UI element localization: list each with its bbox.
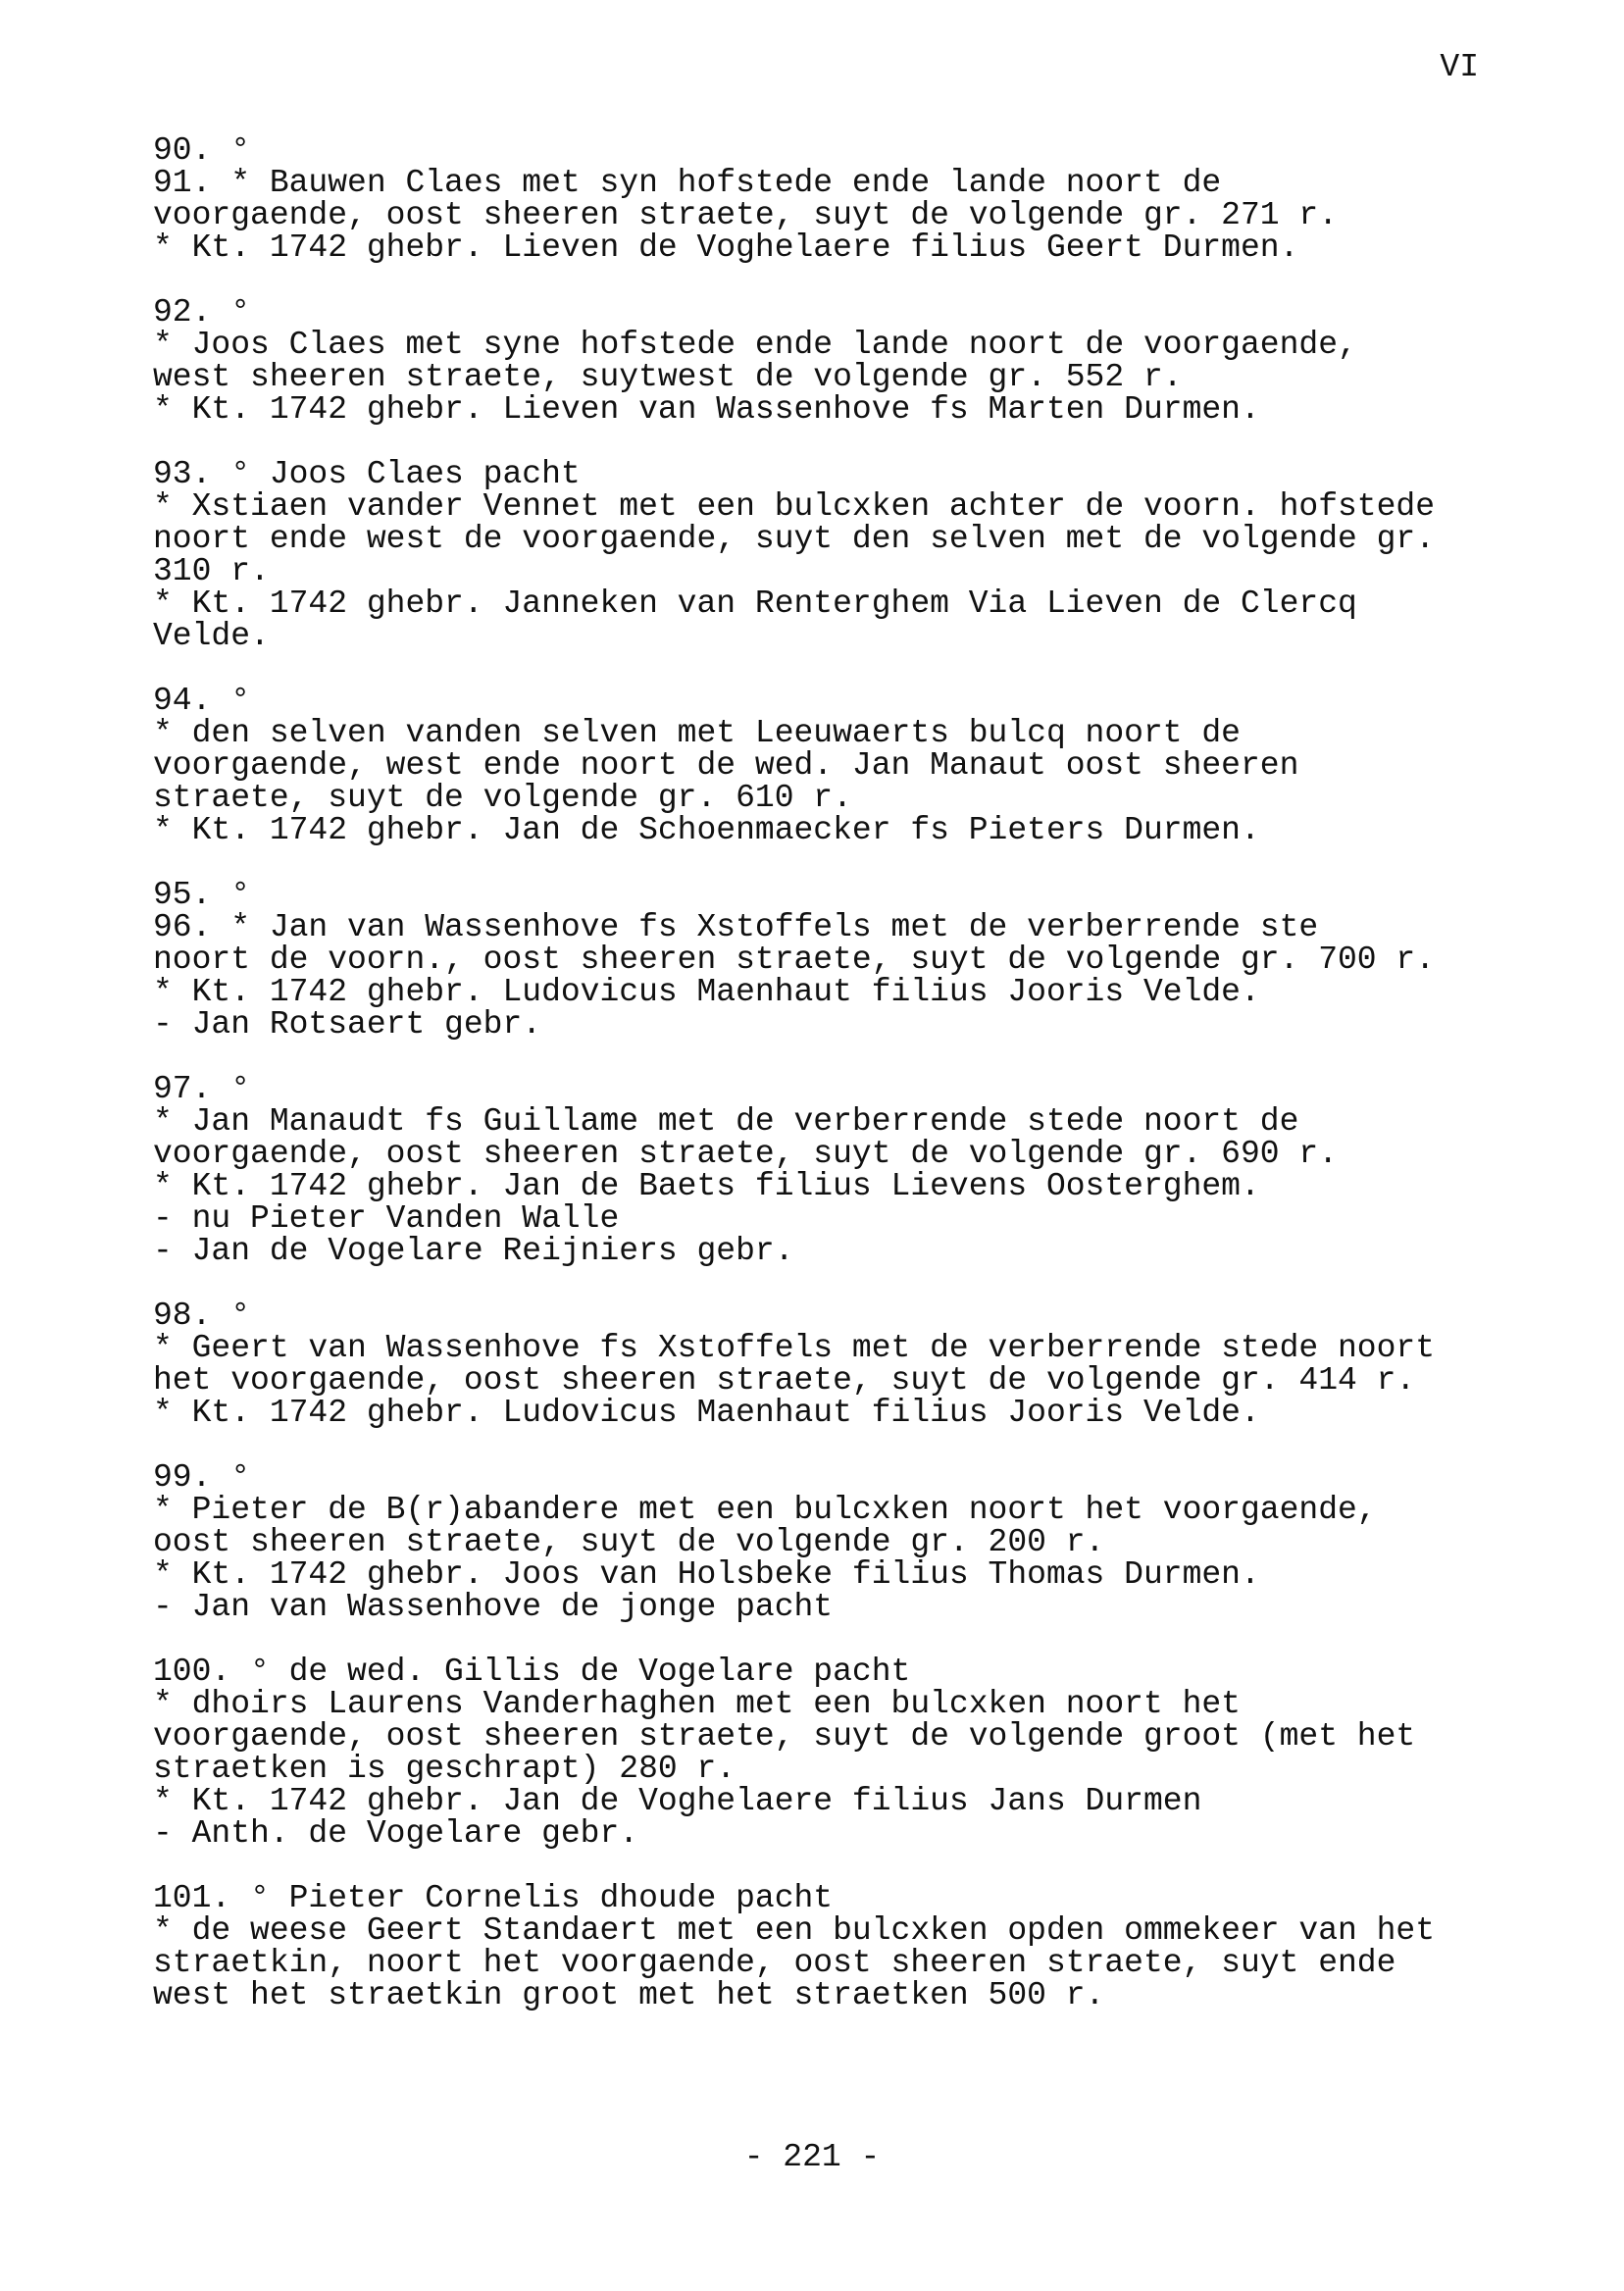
record-entry (153, 685, 1477, 846)
entry-line: Velde. (153, 618, 270, 654)
entry-line: * Geert van Wassenhove fs Xstoffels met de verberrende stede noort (153, 1330, 1436, 1366)
entry-line: west sheeren straete, suytwest de volgende gr. 552 r. (153, 359, 1183, 395)
entry-line: - Jan de Vogelare Reijniers gebr. (153, 1233, 794, 1269)
entry-line: voorgaende, oost sheeren straete, suyt de volgende groot (met het (153, 1718, 1416, 1755)
entry-line: * Jan Manaudt fs Guillame met de verberrende stede noort de (153, 1103, 1299, 1140)
entry-line: 310 r. (153, 553, 270, 589)
entry-line: oost sheeren straete, suyt de volgende gr. 200 r. (153, 1524, 1105, 1560)
entry-line: 94. ° (153, 683, 251, 719)
entry-line: * Kt. 1742 ghebr. Jan de Schoenmaecker fs Pieters Durmen. (153, 812, 1260, 848)
record-entry (153, 1461, 1477, 1623)
entry-line: * Pieter de B(r)abandere met een bulcxken noort het voorgaende, (153, 1492, 1377, 1528)
entry-line: * Joos Claes met syne hofstede ende lande noort de voorgaende, (153, 327, 1357, 363)
entry-line: - Jan van Wassenhove de jonge pacht (153, 1589, 834, 1625)
entry-line: noort de voorn., oost sheeren straete, suyt de volgende gr. 700 r. (153, 942, 1436, 978)
entry-line: west het straetkin groot met het straetken 500 r. (153, 1977, 1105, 2013)
entry-line: 101. ° Pieter Cornelis dhoude pacht (153, 1880, 834, 1916)
entry-line: voorgaende, oost sheeren straete, suyt de volgende gr. 690 r. (153, 1136, 1338, 1172)
entry-line: * Kt. 1742 ghebr. Lieven van Wassenhove fs Marten Durmen. (153, 391, 1260, 428)
entry-line: 95. ° (153, 877, 251, 913)
entry-line: * Kt. 1742 ghebr. Ludovicus Maenhaut filius Jooris Velde. (153, 974, 1260, 1010)
entry-line: * dhoirs Laurens Vanderhaghen met een bulcxken noort het (153, 1686, 1241, 1722)
entry-line: 99. ° (153, 1459, 251, 1496)
entry-line: voorgaende, oost sheeren straete, suyt de volgende gr. 271 r. (153, 197, 1338, 233)
page-roman-numeral: VI (1440, 49, 1479, 85)
entry-line: 91. * Bauwen Claes met syn hofstede ende lande noort de (153, 165, 1222, 201)
entry-line: straetkin, noort het voorgaende, oost sheeren straete, suyt ende (153, 1945, 1396, 1981)
entry-line: het voorgaende, oost sheeren straete, suyt de volgende gr. 414 r. (153, 1362, 1416, 1399)
record-entry (153, 458, 1477, 652)
entry-line: voorgaende, west ende noort de wed. Jan Manaut oost sheeren (153, 747, 1299, 784)
entry-line: 92. ° (153, 294, 251, 331)
entry-line: 100. ° de wed. Gillis de Vogelare pacht (153, 1654, 911, 1690)
record-entry (153, 879, 1477, 1041)
entry-line: - Anth. de Vogelare gebr. (153, 1815, 639, 1852)
entry-line: * den selven vanden selven met Leeuwaerts bulcq noort de (153, 715, 1241, 751)
entry-line: 93. ° Joos Claes pacht (153, 456, 581, 492)
entry-line: - nu Pieter Vanden Walle (153, 1200, 620, 1237)
entry-line: 97. ° (153, 1071, 251, 1107)
entry-line: * Kt. 1742 ghebr. Joos van Holsbeke filius Thomas Durmen. (153, 1556, 1260, 1593)
record-entry (153, 134, 1477, 264)
entries-list (153, 134, 1477, 2044)
entry-line: 96. * Jan van Wassenhove fs Xstoffels met de verberrende ste (153, 909, 1319, 945)
record-entry (153, 1882, 1477, 2011)
record-entry (153, 1655, 1477, 1850)
entry-line: * Kt. 1742 ghebr. Janneken van Renterghem Via Lieven de Clercq (153, 585, 1357, 622)
entry-line: straetken is geschrapt) 280 r. (153, 1751, 736, 1787)
entry-line: straete, suyt de volgende gr. 610 r. (153, 780, 852, 816)
entry-line: * Kt. 1742 ghebr. Jan de Voghelaere filius Jans Durmen (153, 1783, 1202, 1819)
entry-line: * Xstiaen vander Vennet met een bulcxken achter de voorn. hofstede (153, 488, 1436, 525)
record-entry (153, 1299, 1477, 1429)
page-number: - 221 - (743, 2139, 881, 2175)
entry-line: * Kt. 1742 ghebr. Ludovicus Maenhaut filius Jooris Velde. (153, 1395, 1260, 1431)
entry-line: * de weese Geert Standaert met een bulcxken opden ommekeer van het (153, 1912, 1436, 1949)
record-entry (153, 296, 1477, 426)
entry-line: 98. ° (153, 1298, 251, 1334)
record-entry (153, 1073, 1477, 1267)
entry-line: * Kt. 1742 ghebr. Jan de Baets filius Lievens Oosterghem. (153, 1168, 1260, 1204)
entry-line: - Jan Rotsaert gebr. (153, 1006, 542, 1043)
entry-line: * Kt. 1742 ghebr. Lieven de Voghelaere filius Geert Durmen. (153, 229, 1299, 266)
entry-line: noort ende west de voorgaende, suyt den selven met de volgende gr. (153, 521, 1436, 557)
entry-line: 90. ° (153, 132, 251, 169)
